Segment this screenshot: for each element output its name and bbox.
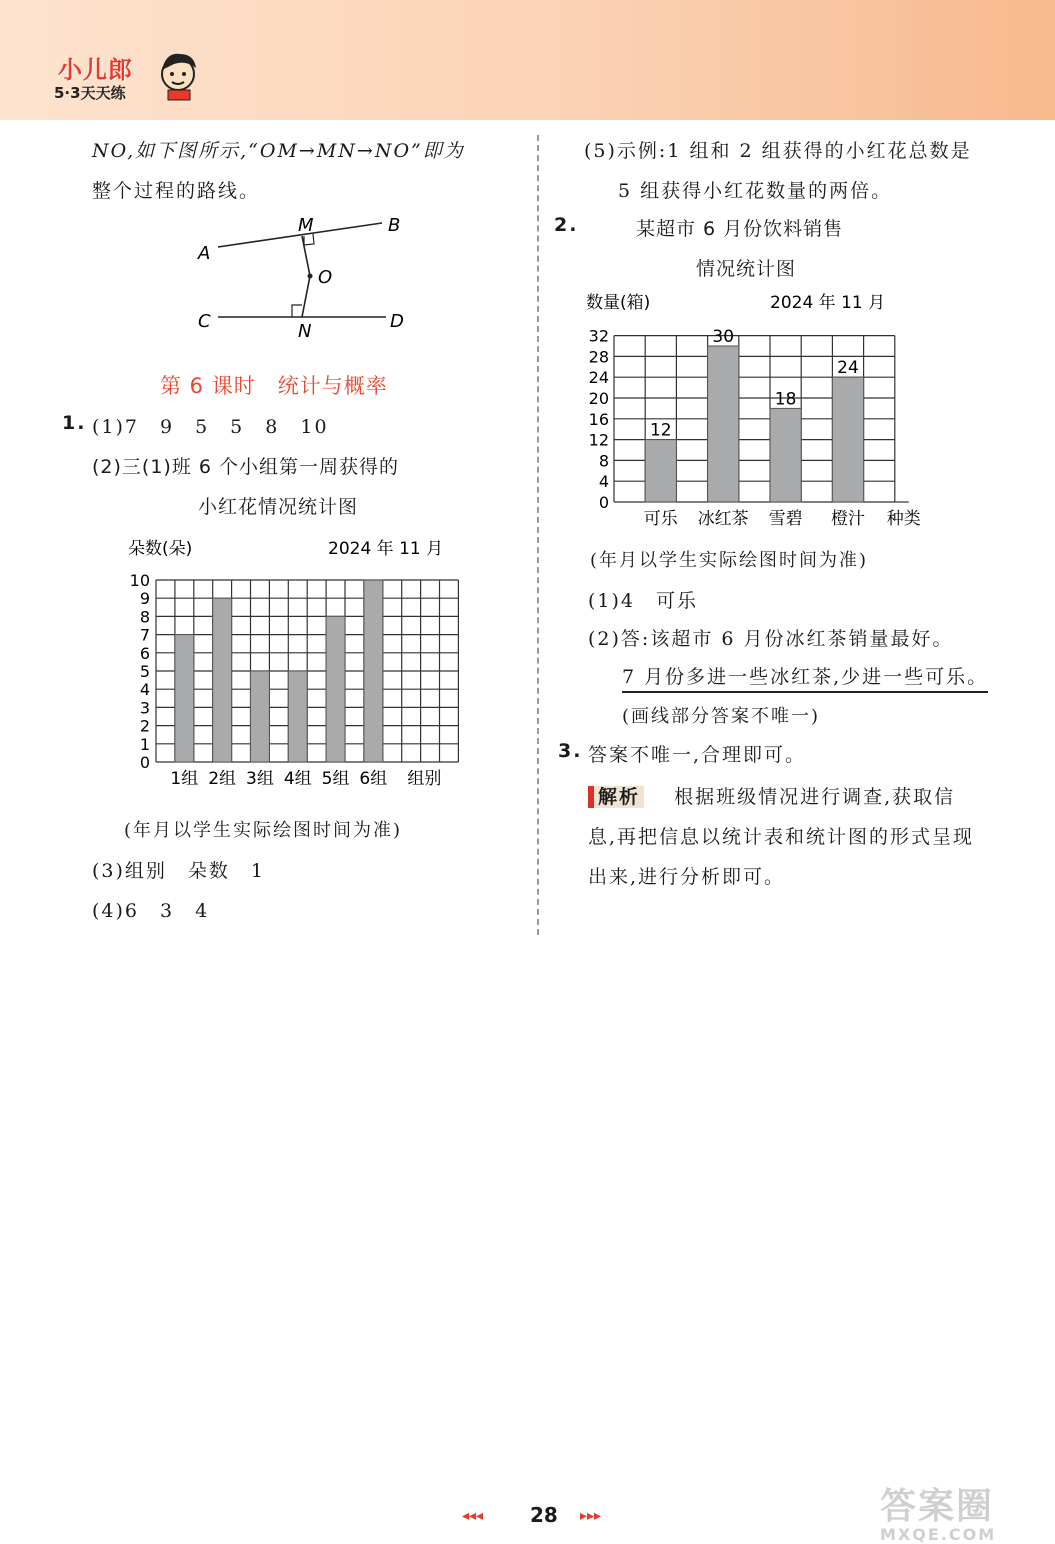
x-tick-label: 橙汁: [831, 509, 865, 529]
analysis-line-3: 出来,进行分析即可。: [588, 866, 786, 888]
y-tick-label: 4: [598, 472, 609, 492]
label-d: D: [390, 311, 404, 332]
bar: [288, 671, 307, 762]
chart-drinks: [584, 286, 934, 530]
analysis-text-1: 根据班级情况进行调查,获取信: [674, 786, 956, 808]
y-tick-label: 1: [139, 734, 150, 754]
watermark-text: 答案圈: [880, 1486, 995, 1527]
y-tick-label: 7: [139, 625, 150, 645]
segment-mo: [302, 236, 310, 276]
label-c: C: [198, 311, 211, 332]
y-tick-label: 32: [588, 326, 609, 346]
q2-title-line1: 某超市 6 月份饮料销售: [636, 218, 844, 240]
brand-title: 小儿郎: [58, 56, 133, 84]
y-tick-label: 24: [588, 368, 609, 388]
point-o: [308, 274, 313, 279]
bar: [770, 408, 801, 502]
data-label: 30: [712, 327, 735, 347]
label-o: O: [318, 267, 333, 288]
analysis-line-1: [588, 782, 955, 809]
brand-logo: [52, 48, 202, 112]
q2-part2-underlined: 7 月份多进一些冰红茶,少进一些可乐。: [622, 662, 988, 693]
q1-part5-line2: 5 组获得小红花数量的两倍。: [618, 180, 893, 202]
brand-series: 5·3天天练: [54, 84, 126, 102]
chart-date: 2024 年 11 月: [770, 293, 886, 313]
bar: [708, 346, 739, 502]
q2-title-line2: 情况统计图: [696, 258, 797, 280]
bar: [175, 635, 194, 762]
x-tick-label: 1组: [170, 769, 199, 789]
y-tick-label: 9: [139, 589, 150, 609]
x-tick-label: 冰红茶: [697, 509, 749, 529]
y-tick-label: 4: [139, 680, 150, 700]
left-text-line-2: 整个过程的路线。: [92, 180, 261, 202]
x-tick-label: 可乐: [643, 509, 678, 529]
q1-part4: (4)6 3 4: [92, 900, 210, 922]
q3-text: 答案不唯一,合理即可。: [588, 744, 807, 766]
q1-part5-line1: (5)示例:1 组和 2 组获得的小红花总数是: [584, 140, 972, 162]
geometry-figure: [190, 205, 420, 345]
chart-date: 2024 年 11 月: [328, 539, 444, 559]
y-tick-label: 8: [598, 451, 609, 471]
segment-on: [302, 276, 310, 317]
y-axis-label: 朵数(朵): [128, 539, 193, 559]
prev-arrows-icon: ◂◂◂: [462, 1508, 484, 1524]
label-b: B: [388, 215, 401, 236]
x-axis-label: 种类: [886, 509, 921, 529]
y-tick-label: 0: [598, 493, 609, 512]
page-number: 28: [530, 1503, 558, 1527]
watermark: [880, 1478, 1040, 1544]
y-tick-label: 10: [129, 571, 150, 590]
q1-number: 1.: [62, 412, 87, 434]
bar: [832, 377, 863, 502]
y-tick-label: 8: [139, 607, 150, 627]
data-label: 12: [649, 420, 672, 441]
data-label: 24: [837, 358, 859, 379]
y-tick-label: 6: [139, 643, 150, 663]
x-tick-label: 6组: [359, 769, 388, 789]
label-m: M: [298, 215, 314, 236]
label-n: N: [298, 321, 312, 342]
right-angle-n: [292, 305, 302, 317]
x-tick-label: 雪碧: [768, 509, 803, 529]
analysis-line-2: 息,再把信息以统计表和统计图的形式呈现: [588, 826, 975, 848]
y-tick-label: 3: [139, 698, 150, 718]
x-axis-label: 组别: [407, 769, 442, 789]
bar: [326, 616, 345, 762]
note-date-2: (年月以学生实际绘图时间为准): [590, 550, 869, 571]
q2-part2: (2)答:该超市 6 月份冰红茶销量最好。: [588, 628, 954, 650]
y-tick-label: 28: [588, 347, 609, 367]
y-axis-label: 数量(箱): [586, 293, 651, 313]
bar: [213, 598, 232, 762]
y-tick-label: 12: [588, 430, 609, 450]
x-tick-label: 3组: [246, 769, 274, 789]
q1-part3: (3)组别 朵数 1: [92, 860, 266, 882]
bar: [364, 580, 383, 762]
x-tick-label: 4组: [283, 769, 312, 789]
q1-part2-line1: (2)三(1)班 6 个小组第一周获得的: [92, 456, 399, 478]
mascot-icon: [156, 48, 200, 102]
column-divider: [537, 135, 539, 935]
analysis-badge: 解析: [588, 786, 644, 808]
data-label: 18: [774, 389, 797, 410]
bar: [645, 440, 676, 502]
watermark-url: MXQE.COM: [880, 1525, 997, 1544]
left-text-line-1: NO,如下图所示,“OM→MN→NO”即为: [92, 140, 465, 162]
y-tick-label: 5: [139, 662, 150, 681]
label-a: A: [198, 243, 211, 264]
y-tick-label: 20: [588, 389, 609, 408]
next-arrows-icon: ▸▸▸: [580, 1508, 602, 1524]
q2-note: (画线部分答案不唯一): [622, 706, 821, 727]
q2-number: 2.: [554, 214, 579, 236]
y-tick-label: 0: [139, 753, 150, 772]
bar: [251, 671, 270, 762]
x-tick-label: 5组: [321, 769, 350, 789]
chart-flowers: [110, 532, 460, 797]
q3-number: 3.: [558, 740, 583, 762]
q2-part1: (1)4 可乐: [588, 590, 699, 612]
q1-part2-line2: 小红花情况统计图: [198, 496, 359, 518]
x-tick-label: 2组: [208, 769, 237, 789]
lesson-title: 第 6 课时 统计与概率: [160, 374, 388, 398]
q1-part1: (1)7 9 5 5 8 10: [92, 416, 329, 438]
y-tick-label: 2: [139, 716, 150, 736]
y-tick-label: 16: [588, 409, 609, 429]
note-date-1: (年月以学生实际绘图时间为准): [124, 820, 403, 841]
